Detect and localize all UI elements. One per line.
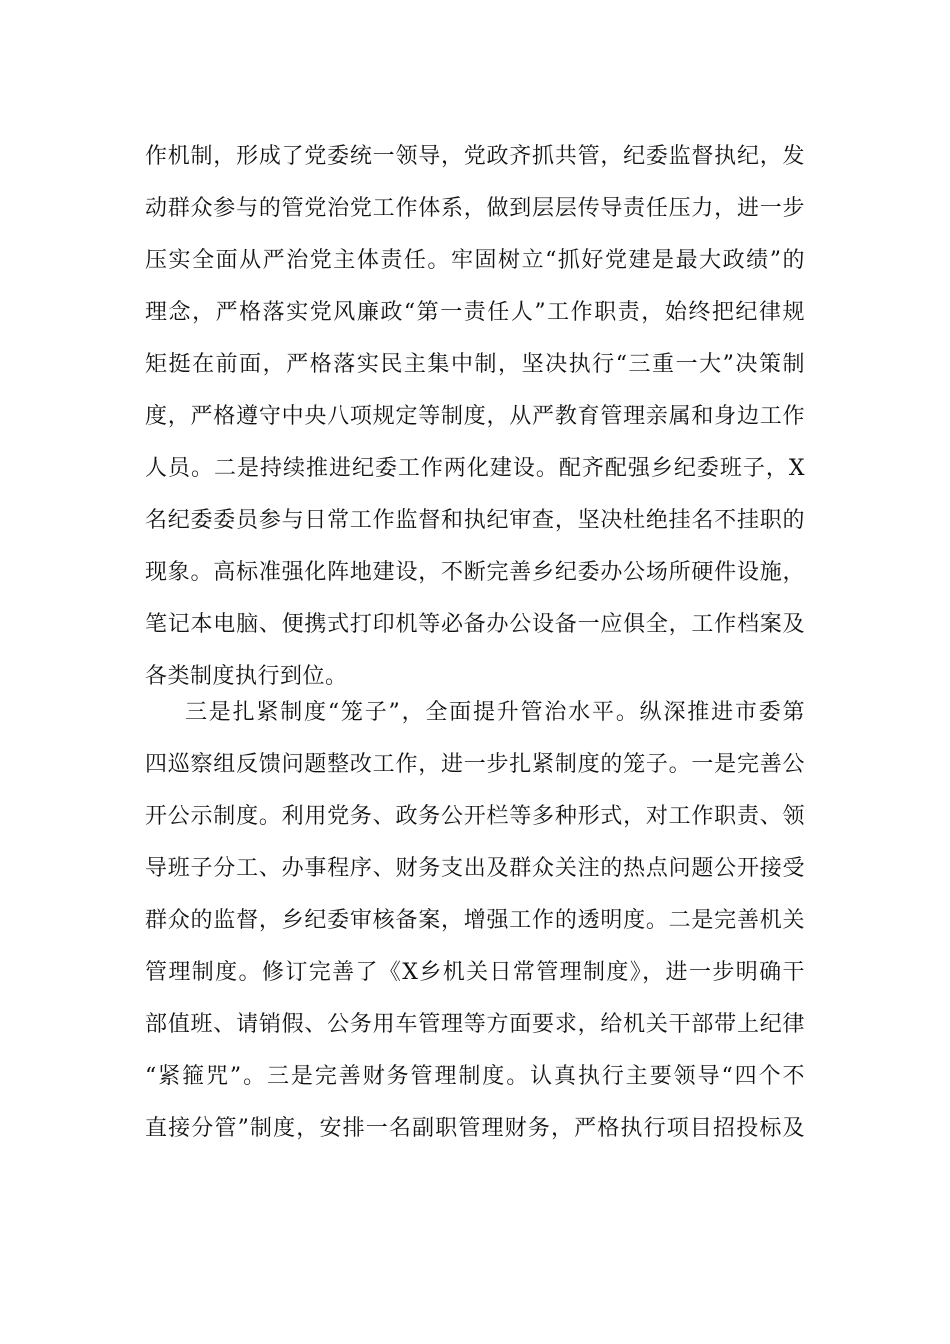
paragraph-1-line: 名纪委委员参与日常工作监督和执纪审查，坚决杜绝挂名不挂职的 [145,508,805,533]
paragraph-1-line: 作机制，形成了党委统一领导，党政齐抓共管，纪委监督执纪，发 [145,144,805,169]
paragraph-1-line: 各类制度执行到位。 [145,664,348,689]
paragraph-1-line: 现象。高标准强化阵地建设，不断完善乡纪委办公场所硬件设施， [145,560,805,585]
paragraph-1-line: 压实全面从严治党主体责任。牢固树立“抓好党建是最大政绩”的 [145,248,805,273]
paragraph-1-line: 笔记本电脑、便携式打印机等必备办公设备一应俱全，工作档案及 [145,612,805,637]
paragraph-1-line: 理念，严格落实党风廉政“第一责任人”工作职责，始终把纪律规 [145,300,805,325]
paragraph-2-line: 管理制度。修订完善了《X乡机关日常管理制度》，进一步明确干 [145,960,805,985]
paragraph-1-line: 人员。二是持续推进纪委工作两化建设。配齐配强乡纪委班子，X [145,456,805,481]
paragraph-2-line: 群众的监督，乡纪委审核备案，增强工作的透明度。二是完善机关 [145,908,805,933]
paragraph-2-line: 四巡察组反馈问题整改工作，进一步扎紧制度的笼子。一是完善公 [145,752,805,777]
paragraph-1 [145,131,805,703]
paragraph-2-line: 部值班、请销假、公务用车管理等方面要求，给机关干部带上纪律 [145,1012,805,1037]
paragraph-2 [145,687,805,1155]
paragraph-2-line: 导班子分工、办事程序、财务支出及群众关注的热点问题公开接受 [145,856,805,881]
paragraph-2-line: 三是扎紧制度“笼子”，全面提升管治水平。纵深推进市委第 [185,700,805,725]
paragraph-2-line: 直接分管”制度，安排一名副职管理财务，严格执行项目招投标及 [145,1116,805,1141]
paragraph-1-line: 矩挺在前面，严格落实民主集中制，坚决执行“三重一大”决策制 [145,352,805,377]
paragraph-1-line: 动群众参与的管党治党工作体系，做到层层传导责任压力，进一步 [145,196,805,221]
paragraph-2-line: “紧箍咒”。三是完善财务管理制度。认真执行主要领导“四个不 [145,1064,805,1089]
paragraph-1-line: 度，严格遵守中央八项规定等制度，从严教育管理亲属和身边工作 [145,404,805,429]
paragraph-2-line: 开公示制度。利用党务、政务公开栏等多种形式，对工作职责、领 [145,804,805,829]
